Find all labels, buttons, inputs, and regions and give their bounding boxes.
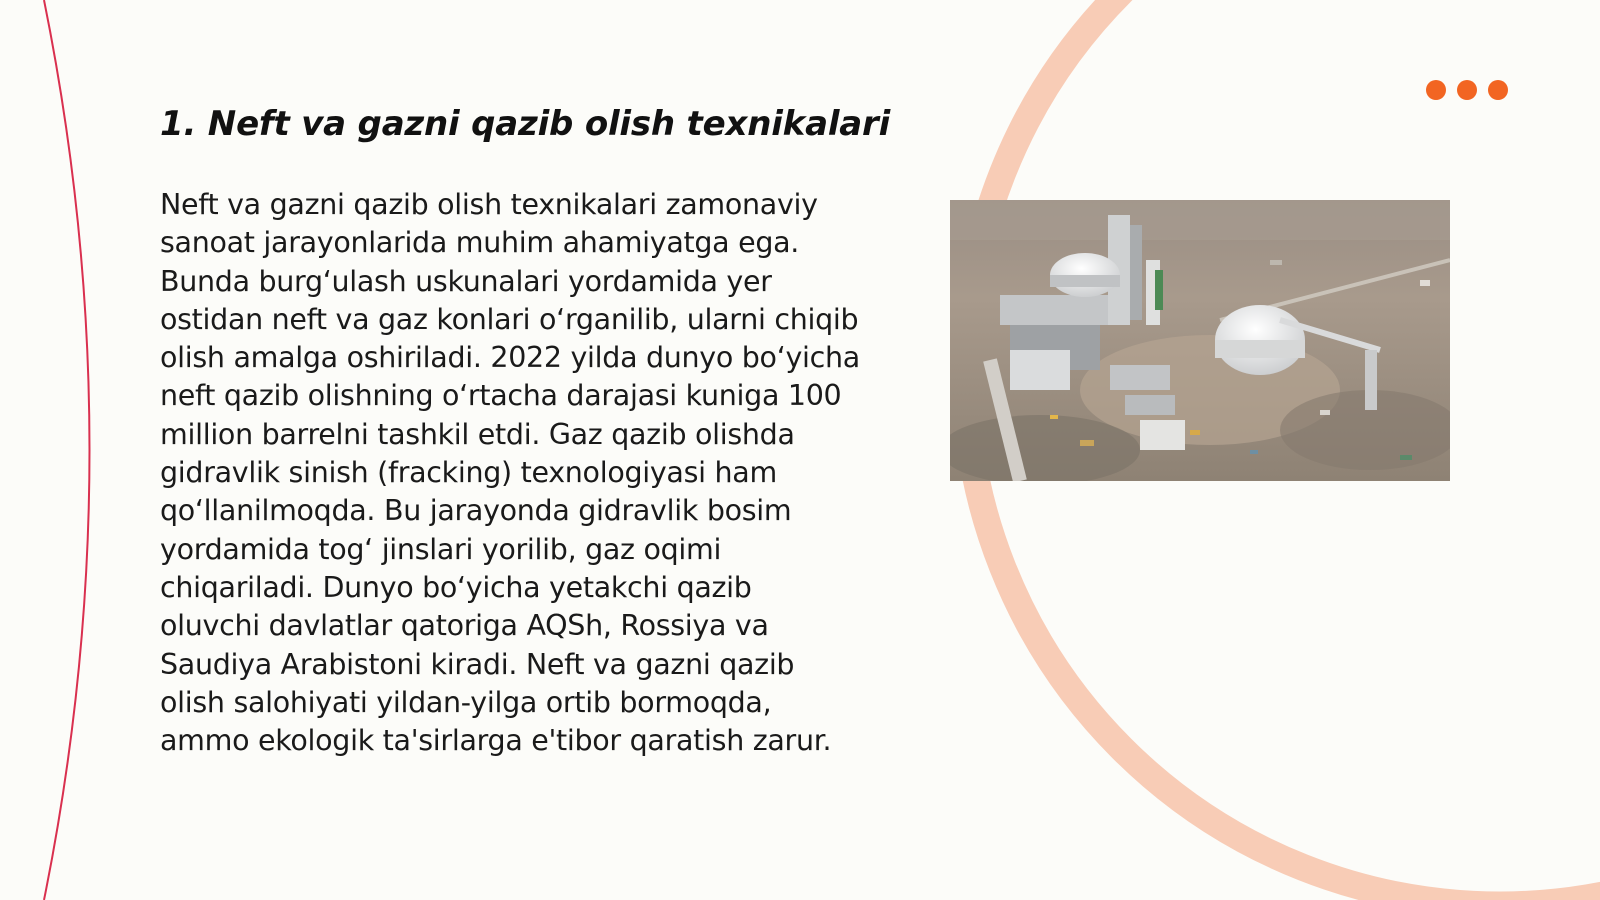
industrial-plant-photo <box>950 200 1450 481</box>
photo-illustration <box>950 200 1450 481</box>
slide-body-text: Neft va gazni qazib olish texnikalari zamonaviy sanoat jarayonlarida muhim ahamiyatga ega. Bunda burg‘ulash uskunalari yordamida yer ostidan neft va gaz konlari o‘rganilib, ularni chiqib olish amalga oshiriladi. 2022 yilda dunyo bo‘yicha neft qazib olishning o‘rtacha darajasi kuniga 100 million barrelni tashkil etdi. Gaz qazib olishda gidravlik sinish (fracking) texnologiyasi ham qo‘llanilmoqda. Bu jarayonda gidravlik bosim yordamida tog‘ jinslari yorilib, gaz oqimi chiqariladi. Dunyo bo‘yicha yetakchi qazib oluvchi davlatlar qatoriga AQSh, Rossiya va Saudiya Arabistoni kiradi. Neft va gazni qazib olish salohiyati yildan-yilga ortib bormoqda, ammo ekologik ta'sirlarga e'tibor qaratish zarur. <box>160 188 860 758</box>
slide-title: 1. Neft va gazni qazib olish texnikalari <box>160 104 891 144</box>
dot-3 <box>1488 80 1508 100</box>
left-accent-arc <box>44 0 90 900</box>
dot-2 <box>1457 80 1477 100</box>
more-dots-icon[interactable] <box>1426 80 1508 100</box>
dot-1 <box>1426 80 1446 100</box>
